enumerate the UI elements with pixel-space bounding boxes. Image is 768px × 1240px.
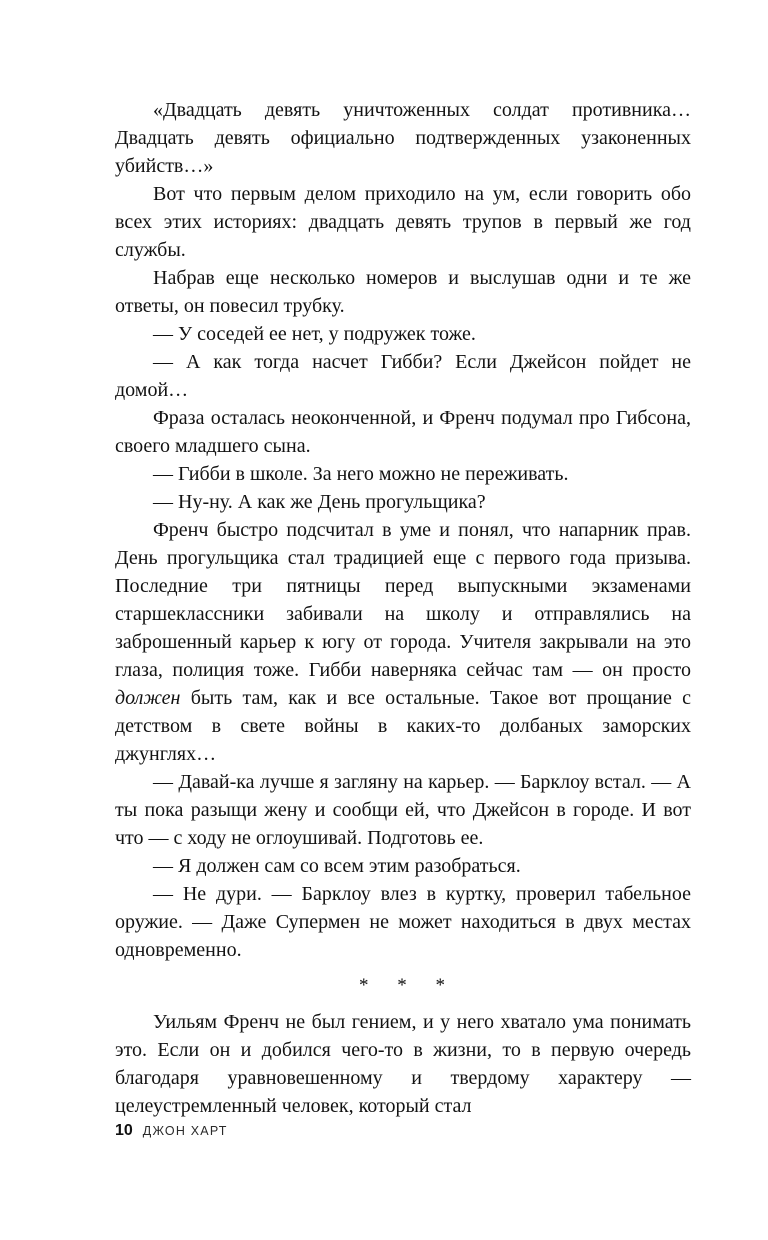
running-title: ДЖОН ХАРТ [142,1124,228,1138]
paragraph-text: Фраза осталась неоконченной, и Френч подумал про Гибсона, своего младшего сына. [115,407,691,457]
scene-separator: * * * [359,975,447,996]
paragraph-text: Вот что первым делом приходило на ум, если говорить обо всех этих историях: двадцать девять трупов в первый же год службы. [115,183,691,261]
paragraph [115,852,691,880]
paragraph-text: — Давай-ка лучше я загляну на карьер. — Барклоу встал. — А ты пока разыщи жену и сообщи ей, что Джейсон в городе. И вот что — с ходу не оглоушивай. Подготовь ее. [115,771,691,849]
paragraph [115,880,691,964]
paragraph-text: — Не дури. — Барклоу влез в куртку, проверил табельное оружие. — Даже Супермен не может находиться в двух местах одновременно. [115,883,691,961]
paragraph-text: — А как тогда насчет Гибби? Если Джейсон пойдет не домой… [115,351,691,401]
paragraph-text: — Гибби в школе. За него можно не переживать. [153,463,569,485]
paragraph [115,96,691,180]
paragraph-text: — Ну-ну. А как же День прогульщика? [153,491,486,513]
paragraph-text: «Двадцать девять уничтоженных солдат противника… Двадцать девять официально подтвержденных узаконенных убийств…» [115,99,691,177]
paragraph-text: Набрав еще несколько номеров и выслушав одни и те же ответы, он повесил трубку. [115,267,691,317]
paragraph-text: Френч быстро подсчитал в уме и понял, что напарник прав. День прогульщика стал традицией еще с первого года призыва. Последние три пятницы перед выпускными экзаменами старшеклассники забивали на школу и отправлялись на заброшенный карьер к югу от города. Учителя закрывали на это глаза, полиция тоже. Гибби наверняка сейчас там — он просто [115,519,691,681]
paragraph [115,1008,691,1120]
paragraph-text: — У соседей ее нет, у подружек тоже. [153,323,476,345]
paragraph-text: Уильям Френч не был гением, и у него хватало ума понимать это. Если он и добился чего-то в жизни, то в первую очередь благодаря уравновешенному и твердому характеру — целеустремленный человек, который стал [115,1011,691,1117]
paragraph-text-italic: должен [115,687,181,709]
footer [115,1122,228,1140]
paragraph [115,180,691,264]
paragraph [115,488,691,516]
page-number: 10 [115,1122,133,1139]
paragraph [115,320,691,348]
paragraph [115,264,691,320]
paragraph-text: — Я должен сам со всем этим разобраться. [153,855,521,877]
paragraph [115,516,691,768]
paragraph-text: быть там, как и все остальные. Такое вот прощание с детством в свете войны в каких-то долбаных заморских джунглях… [115,687,691,765]
paragraph [115,348,691,404]
paragraph [115,404,691,460]
text-block [115,96,691,1120]
paragraph [115,768,691,852]
paragraph [115,460,691,488]
